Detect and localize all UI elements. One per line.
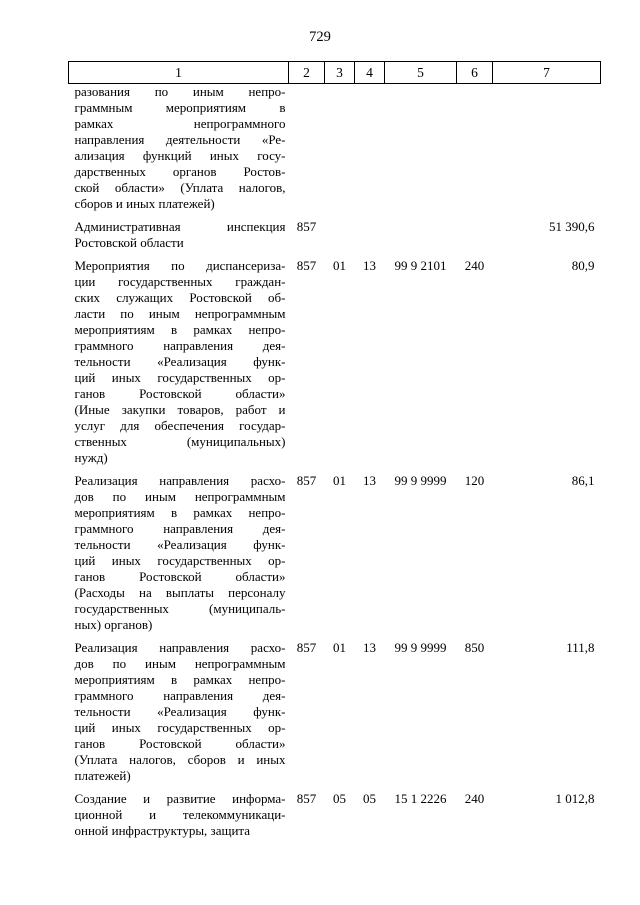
subsection-code <box>355 219 385 258</box>
description-line: тельности «Реализация функ- <box>74 704 286 719</box>
table-row <box>69 84 601 220</box>
subsection-code <box>355 84 385 220</box>
expense-description <box>69 640 289 791</box>
ministry-code: 857 <box>296 640 317 655</box>
description-line: ганов Ростовской области» <box>74 569 286 584</box>
description-line: дов по иным непрограммным <box>74 489 286 504</box>
expense-type-code: 120 <box>464 473 485 488</box>
subsection-code: 13 <box>363 640 376 655</box>
description-line: (Уплата налогов, сборов и иных <box>74 752 286 767</box>
description-line: ласти по иным непрограммным <box>74 306 286 321</box>
table-header <box>69 62 601 84</box>
description-line: ций иных государственных ор- <box>74 553 286 568</box>
description-line: сборов и иных платежей) <box>74 196 215 211</box>
expense-description <box>69 84 289 220</box>
description-line: ственных (муниципальных) <box>74 434 286 449</box>
expense-description <box>69 473 289 640</box>
table-row <box>69 791 601 846</box>
expense-type-code: 850 <box>464 640 485 655</box>
ministry-code: 857 <box>296 258 317 273</box>
section-code: 05 <box>333 791 346 806</box>
description-line: ций иных государственных ор- <box>74 370 286 385</box>
expense-description <box>69 219 289 258</box>
description-line: нужд) <box>74 450 108 465</box>
section-code <box>325 84 355 220</box>
amount: 80,9 <box>571 258 595 273</box>
description-line: ских служащих Ростовской об- <box>74 290 286 305</box>
description-line: Реализация направления расхо- <box>74 473 286 488</box>
subsection-code: 05 <box>363 791 376 806</box>
expense-type-code <box>457 219 493 258</box>
description-line: рамках непрограммного <box>74 116 286 131</box>
section-code: 01 <box>333 640 346 655</box>
amount: 111,8 <box>566 640 595 655</box>
table-row <box>69 219 601 258</box>
expense-description <box>69 791 289 846</box>
description-line: Реализация направления расхо- <box>74 640 286 655</box>
description-line: ганов Ростовской области» <box>74 736 286 751</box>
ministry-code <box>289 84 325 220</box>
description-line: онной инфраструктуры, защита <box>74 823 251 838</box>
description-line: дарственных органов Ростов- <box>74 164 286 179</box>
table-body <box>69 84 601 847</box>
header-col-1: 1 <box>69 62 289 84</box>
description-line: граммным мероприятиям в <box>74 100 286 115</box>
description-line: (Расходы на выплаты персоналу <box>74 585 286 600</box>
table-row <box>69 473 601 640</box>
header-col-4: 4 <box>355 62 385 84</box>
amount: 1 012,8 <box>555 791 595 806</box>
description-line: мероприятиям в рамках непро- <box>74 672 286 687</box>
description-line: услуг для обеспечения государ- <box>74 418 286 433</box>
description-line: ционной и телекоммуникаци- <box>74 807 286 822</box>
target-code: 99 9 9999 <box>394 640 447 655</box>
description-line: тельности «Реализация функ- <box>74 354 286 369</box>
table-row <box>69 640 601 791</box>
description-line: граммного направления дея- <box>74 338 286 353</box>
description-line: (Иные закупки товаров, работ и <box>74 402 286 417</box>
header-col-2: 2 <box>289 62 325 84</box>
header-col-3: 3 <box>325 62 355 84</box>
header-col-6: 6 <box>457 62 493 84</box>
expense-type-code: 240 <box>464 258 485 273</box>
ministry-code: 857 <box>296 219 317 234</box>
expense-type-code: 240 <box>464 791 485 806</box>
expense-type-code <box>457 84 493 220</box>
subsection-code: 13 <box>363 258 376 273</box>
description-line: направления деятельности «Ре- <box>74 132 286 147</box>
description-line: разования по иным непро- <box>74 84 286 99</box>
description-line: государственных (муниципаль- <box>74 601 286 616</box>
expense-description <box>69 258 289 473</box>
description-line: ных) органов) <box>74 617 153 632</box>
page-number: 729 <box>309 29 331 45</box>
ministry-code: 857 <box>296 791 317 806</box>
header-col-5: 5 <box>385 62 457 84</box>
amount <box>493 84 601 220</box>
description-line: граммного направления дея- <box>74 688 286 703</box>
section-code: 01 <box>333 473 346 488</box>
target-code <box>385 219 457 258</box>
description-line: ализация функций иных госу- <box>74 148 286 163</box>
subsection-code: 13 <box>363 473 376 488</box>
description-line: ганов Ростовской области» <box>74 386 286 401</box>
target-code: 15 1 2226 <box>394 791 447 806</box>
description-line: Создание и развитие информа- <box>74 791 286 806</box>
target-code: 99 9 9999 <box>394 473 447 488</box>
amount: 51 390,6 <box>549 219 595 234</box>
budget-table <box>68 61 601 846</box>
description-line: мероприятиям в рамках непро- <box>74 322 286 337</box>
description-line: ской области» (Уплата налогов, <box>74 180 286 195</box>
description-line: Мероприятия по диспансеризa- <box>74 258 286 273</box>
header-col-7: 7 <box>493 62 601 84</box>
ministry-code: 857 <box>296 473 317 488</box>
amount: 86,1 <box>571 473 595 488</box>
description-line: ции государственных граждан- <box>74 274 286 289</box>
description-line: Ростовской области <box>74 235 184 250</box>
description-line: граммного направления дея- <box>74 521 286 536</box>
target-code: 99 9 2101 <box>394 258 447 273</box>
description-line: тельности «Реализация функ- <box>74 537 286 552</box>
description-line: дов по иным непрограммным <box>74 656 286 671</box>
description-line: платежей) <box>74 768 131 783</box>
section-code: 01 <box>333 258 346 273</box>
description-line: мероприятиям в рамках непро- <box>74 505 286 520</box>
description-line: Административная инспекция <box>74 219 286 234</box>
table-row <box>69 258 601 473</box>
target-code <box>385 84 457 220</box>
section-code <box>325 219 355 258</box>
description-line: ций иных государственных ор- <box>74 720 286 735</box>
